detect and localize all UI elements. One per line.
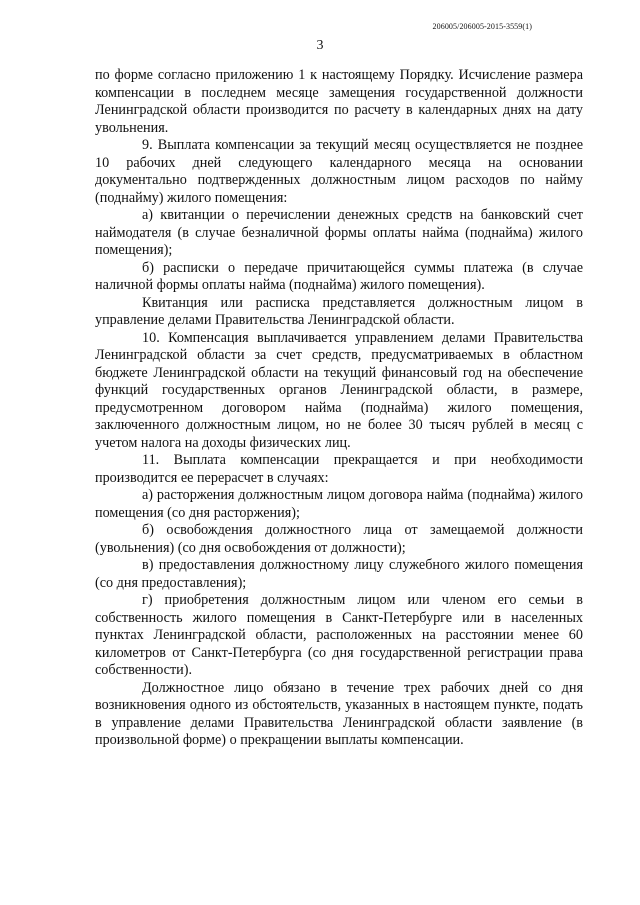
paragraph-item-9b: б) расписки о передаче причитающейся суммы платежа (в случае наличной формы оплаты найма (поднайма) жилого помещения).	[95, 259, 583, 293]
paragraph-continuation: по форме согласно приложению 1 к настоящему Порядку. Исчисление размера компенсации в последнем месяце замещения государственной должности Ленинградской области производится по расчету в календарных днях на дату увольнения.	[95, 67, 583, 136]
paragraph-item-11b: б) освобождения должностного лица от замещаемой должности (увольнения) (со дня освобождения от должности);	[95, 522, 583, 556]
paragraph-obligation: Должностное лицо обязано в течение трех рабочих дней со дня возникновения одного из обстоятельств, указанных в настоящем пункте, подать в управление делами Правительства Ленинградской области заявление (в произвольной форме) о прекращении выплаты компенсации.	[95, 679, 583, 748]
paragraph-item-11g: г) приобретения должностным лицом или членом его семьи в собственность жилого помещения в Санкт-Петербурге или в населенных пунктах Ленинградской области, расположенных на расстоянии менее 60 километров от Санкт-Петербурга (со дня государственной регистрации права собственности).	[95, 592, 583, 678]
document-body	[95, 67, 583, 750]
paragraph-item-9: 9. Выплата компенсации за текущий месяц осуществляется не позднее 10 рабочих дней следующего календарного месяца на основании документально подтвержденных должностным лицом расходов по найму (поднайму) жилого помещения:	[95, 137, 583, 206]
document-id: 206005/206005-2015-3559(1)	[432, 22, 532, 31]
paragraph-receipt-note: Квитанция или расписка представляется должностным лицом в управление делами Правительства Ленинградской области.	[95, 294, 583, 328]
paragraph-item-10: 10. Компенсация выплачивается управлением делами Правительства Ленинградской области за счет средств, предусматриваемых в областном бюджете Ленинградской области на текущий финансовый год на обеспечение функций государственных органов Ленинградской области, в размере, предусмотренном договором найма (поднайма) жилого помещения, заключенного должностным лицом, но не более 30 тысяч рублей в месяц с учетом налога на доходы физических лиц.	[95, 329, 583, 451]
paragraph-item-9a: а) квитанции о перечислении денежных средств на банковский счет наймодателя (в случае безналичной формы оплаты найма (поднайма) жилого помещения);	[95, 207, 583, 258]
page-number: 3	[316, 38, 324, 53]
paragraph-item-11a: а) расторжения должностным лицом договора найма (поднайма) жилого помещения (со дня расторжения);	[95, 487, 583, 521]
paragraph-item-11: 11. Выплата компенсации прекращается и при необходимости производится ее перерасчет в случаях:	[95, 452, 583, 486]
paragraph-item-11v: в) предоставления должностному лицу служебного жилого помещения (со дня предоставления);	[95, 557, 583, 591]
